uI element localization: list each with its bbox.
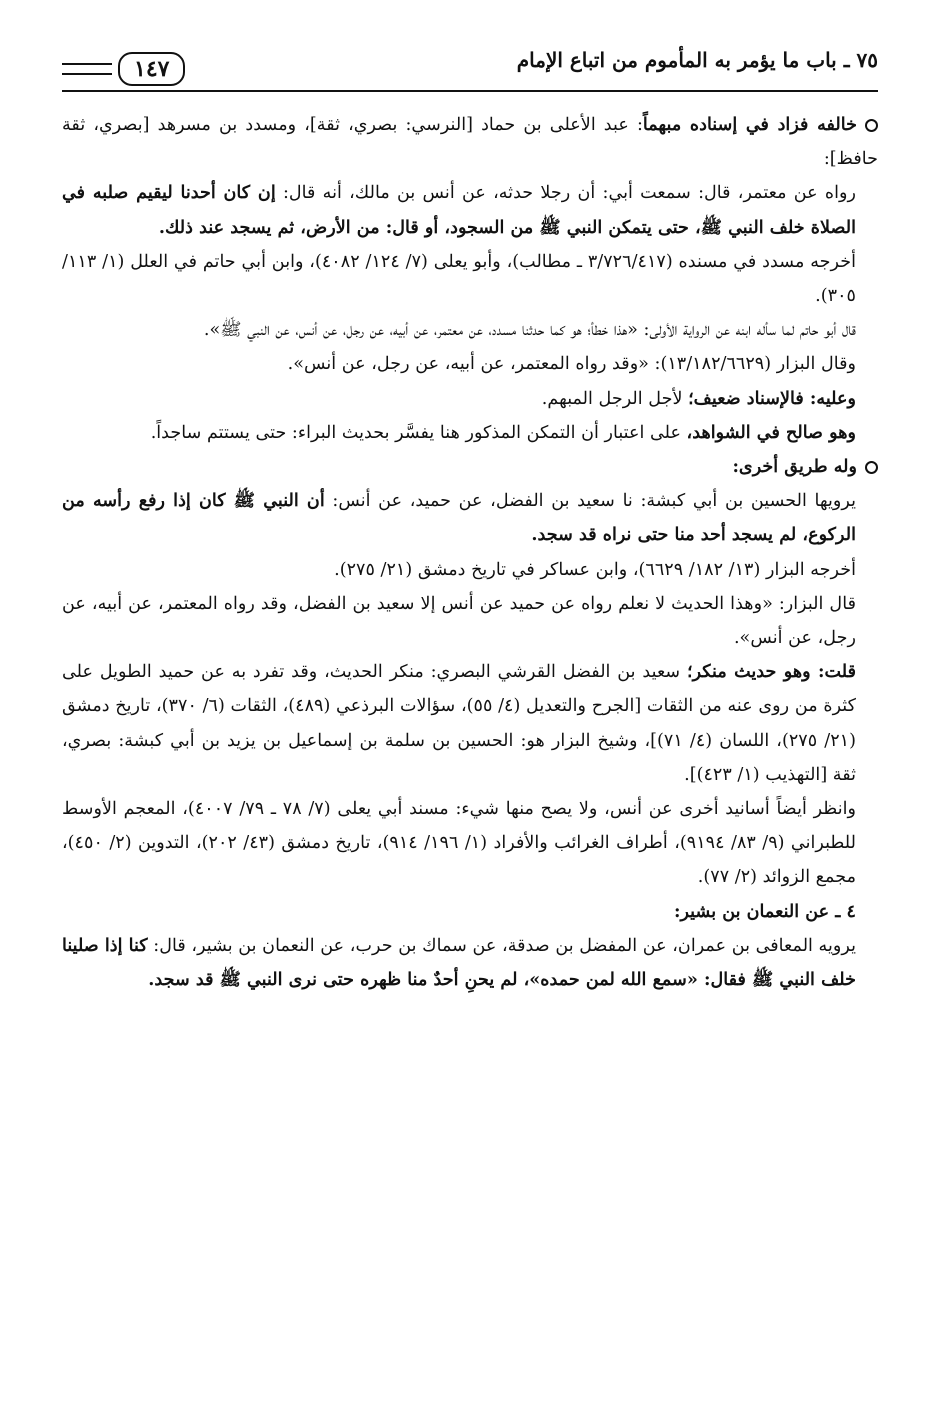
paragraph-3: أخرجه مسدد في مسنده (٣/٧٢٦/٤١٧ ـ مطالب)، وأبو يعلى (٧/ ١٢٤/ ٤٠٨٢)، وابن أبي حاتم في العلل (١/ ١١٣/ ٣٠٥). — [62, 251, 856, 307]
circle-bullet-icon — [865, 461, 878, 474]
paragraph-11: قال البزار: «وهذا الحديث لا نعلم رواه عن حميد عن أنس إلا سعيد بن الفضل، وقد رواه المعتمر، عن أبيه، عن رجل، عن أنس». — [62, 593, 856, 649]
page-header — [62, 38, 878, 92]
section-heading: ٤ ـ عن النعمان بن بشير: — [673, 900, 856, 922]
paragraph-8 — [62, 450, 878, 484]
paragraph-1 — [62, 108, 878, 176]
paragraph-5: وقال البزار (١٣/١٨٢/٦٦٢٩): «وقد رواه المعتمر، عن أبيه، عن رجل، عن أنس». — [287, 354, 856, 375]
paragraph-lead: وعليه: فالإسناد ضعيف؛ — [688, 387, 856, 409]
page-number: ١٤٧ — [118, 52, 185, 86]
paragraph-lead: خالفه فزاد في إسناده مبهماً — [642, 114, 857, 135]
paragraph-text: يرويه المعافى بن عمران، عن المفضل بن صدقة، عن سماك بن حرب، عن النعمان بن بشير، قال: — [147, 935, 856, 956]
paragraph-2 — [62, 176, 878, 244]
page-body — [62, 108, 878, 997]
paragraph-lead: وهو صالح في الشواهد، — [686, 421, 856, 443]
hadith-text: أن النبي ﷺ كان إذا رفع رأسه من الركوع، لم يسجد أحد منا حتى نراه قد سجد. — [62, 490, 856, 546]
circle-bullet-icon — [865, 119, 878, 132]
paragraph-13: وانظر أيضاً أسانيد أخرى عن أنس، ولا يصح منها شيء: مسند أبي يعلى (٧/ ٧٨ ـ ٧٩/ ٤٠٠٧)، المعجم الأوسط للطبراني (٩/ ٨٣/ ٩١٩٤)، أطراف الغرائب والأفراد (١/ ١٩٦/ ٩١٤)، تاريخ دمشق (٤٣/ ٢٠٢)، التدوين (٢/ ٤٥٠)، مجمع الزوائد (٢/ ٧٧). — [62, 799, 856, 888]
chapter-title: ٧٥ ـ باب ما يؤمر به المأموم من اتباع الإمام — [516, 48, 878, 72]
paragraph-text: يرويها الحسين بن أبي كبشة: نا سعيد بن الفضل، عن حميد، عن أنس: — [324, 491, 856, 512]
paragraph-10: أخرجه البزار (١٣/ ١٨٢/ ٦٦٢٩)، وابن عساكر في تاريخ دمشق (٢١/ ٢٧٥). — [334, 559, 856, 580]
hadith-text: إن كان أحدنا ليقيم صلبه في الصلاة خلف النبي ﷺ، حتى يتمكن النبي ﷺ من السجود، أو قال: من الأرض، ثم يسجد عند ذلك. — [62, 182, 856, 238]
ornament-lines — [62, 63, 112, 75]
paragraph-text: : عبد الأعلى بن حماد [النرسي: بصري، ثقة]، ومسدد بن مسرهد [بصري، ثقة حافظ]: — [62, 115, 878, 170]
paragraph-6 — [62, 382, 878, 416]
paragraph-text: على اعتبار أن التمكن المذكور هنا يفسَّر بحديث البراء: حتى يستتم ساجداً. — [150, 422, 687, 443]
paragraph-7 — [62, 416, 878, 450]
paragraph-lead: قلت: وهو حديث منكر؛ — [687, 661, 856, 683]
book-page — [62, 38, 878, 997]
paragraph-9 — [62, 484, 878, 552]
paragraph-text: سعيد بن الفضل القرشي البصري: منكر الحديث، وقد تفرد به عن حميد الطويل على كثرة من روى عنه من الثقات [الجرح والتعديل (٤/ ٥٥)، سؤالات البرذعي (٤٨٩)، الثقات (٦/ ٣٧٠)، تاريخ دمشق (٢١/ ٢٧٥)، اللسان (٤/ ٧١)]، وشيخ البزار هو: الحسين بن سلمة بن إسماعيل بن يزيد بن أبي كبشة: بصري، ثقة [التهذيب (١/ ٤٢٣)]. — [62, 662, 856, 785]
paragraph-12 — [62, 655, 878, 792]
paragraph-15 — [62, 929, 878, 997]
paragraph-text: لأجل الرجل المبهم. — [541, 388, 689, 409]
paragraph-text: رواه عن معتمر، قال: سمعت أبي: أن رجلا حدثه، عن أنس بن مالك، أنه قال: — [282, 183, 857, 204]
page-number-box — [62, 52, 185, 86]
hadith-text: كنا إذا صلينا خلف النبي ﷺ فقال: «سمع الله لمن حمده»، لم يحنِ أحدٌ منا ظهره حتى نرى النبي ﷺ قد سجد. — [62, 934, 856, 991]
paragraph-4: قال أبو حاتم لما سأله ابنه عن الرواية الأولى: «هذا خطأ؛ هو كما حدثنا مسدد، عن معتمر، عن أبيه، عن رجل، عن أنس، عن النبي ﷺ». — [203, 320, 856, 341]
section-heading: وله طريق أخرى: — [732, 456, 857, 478]
